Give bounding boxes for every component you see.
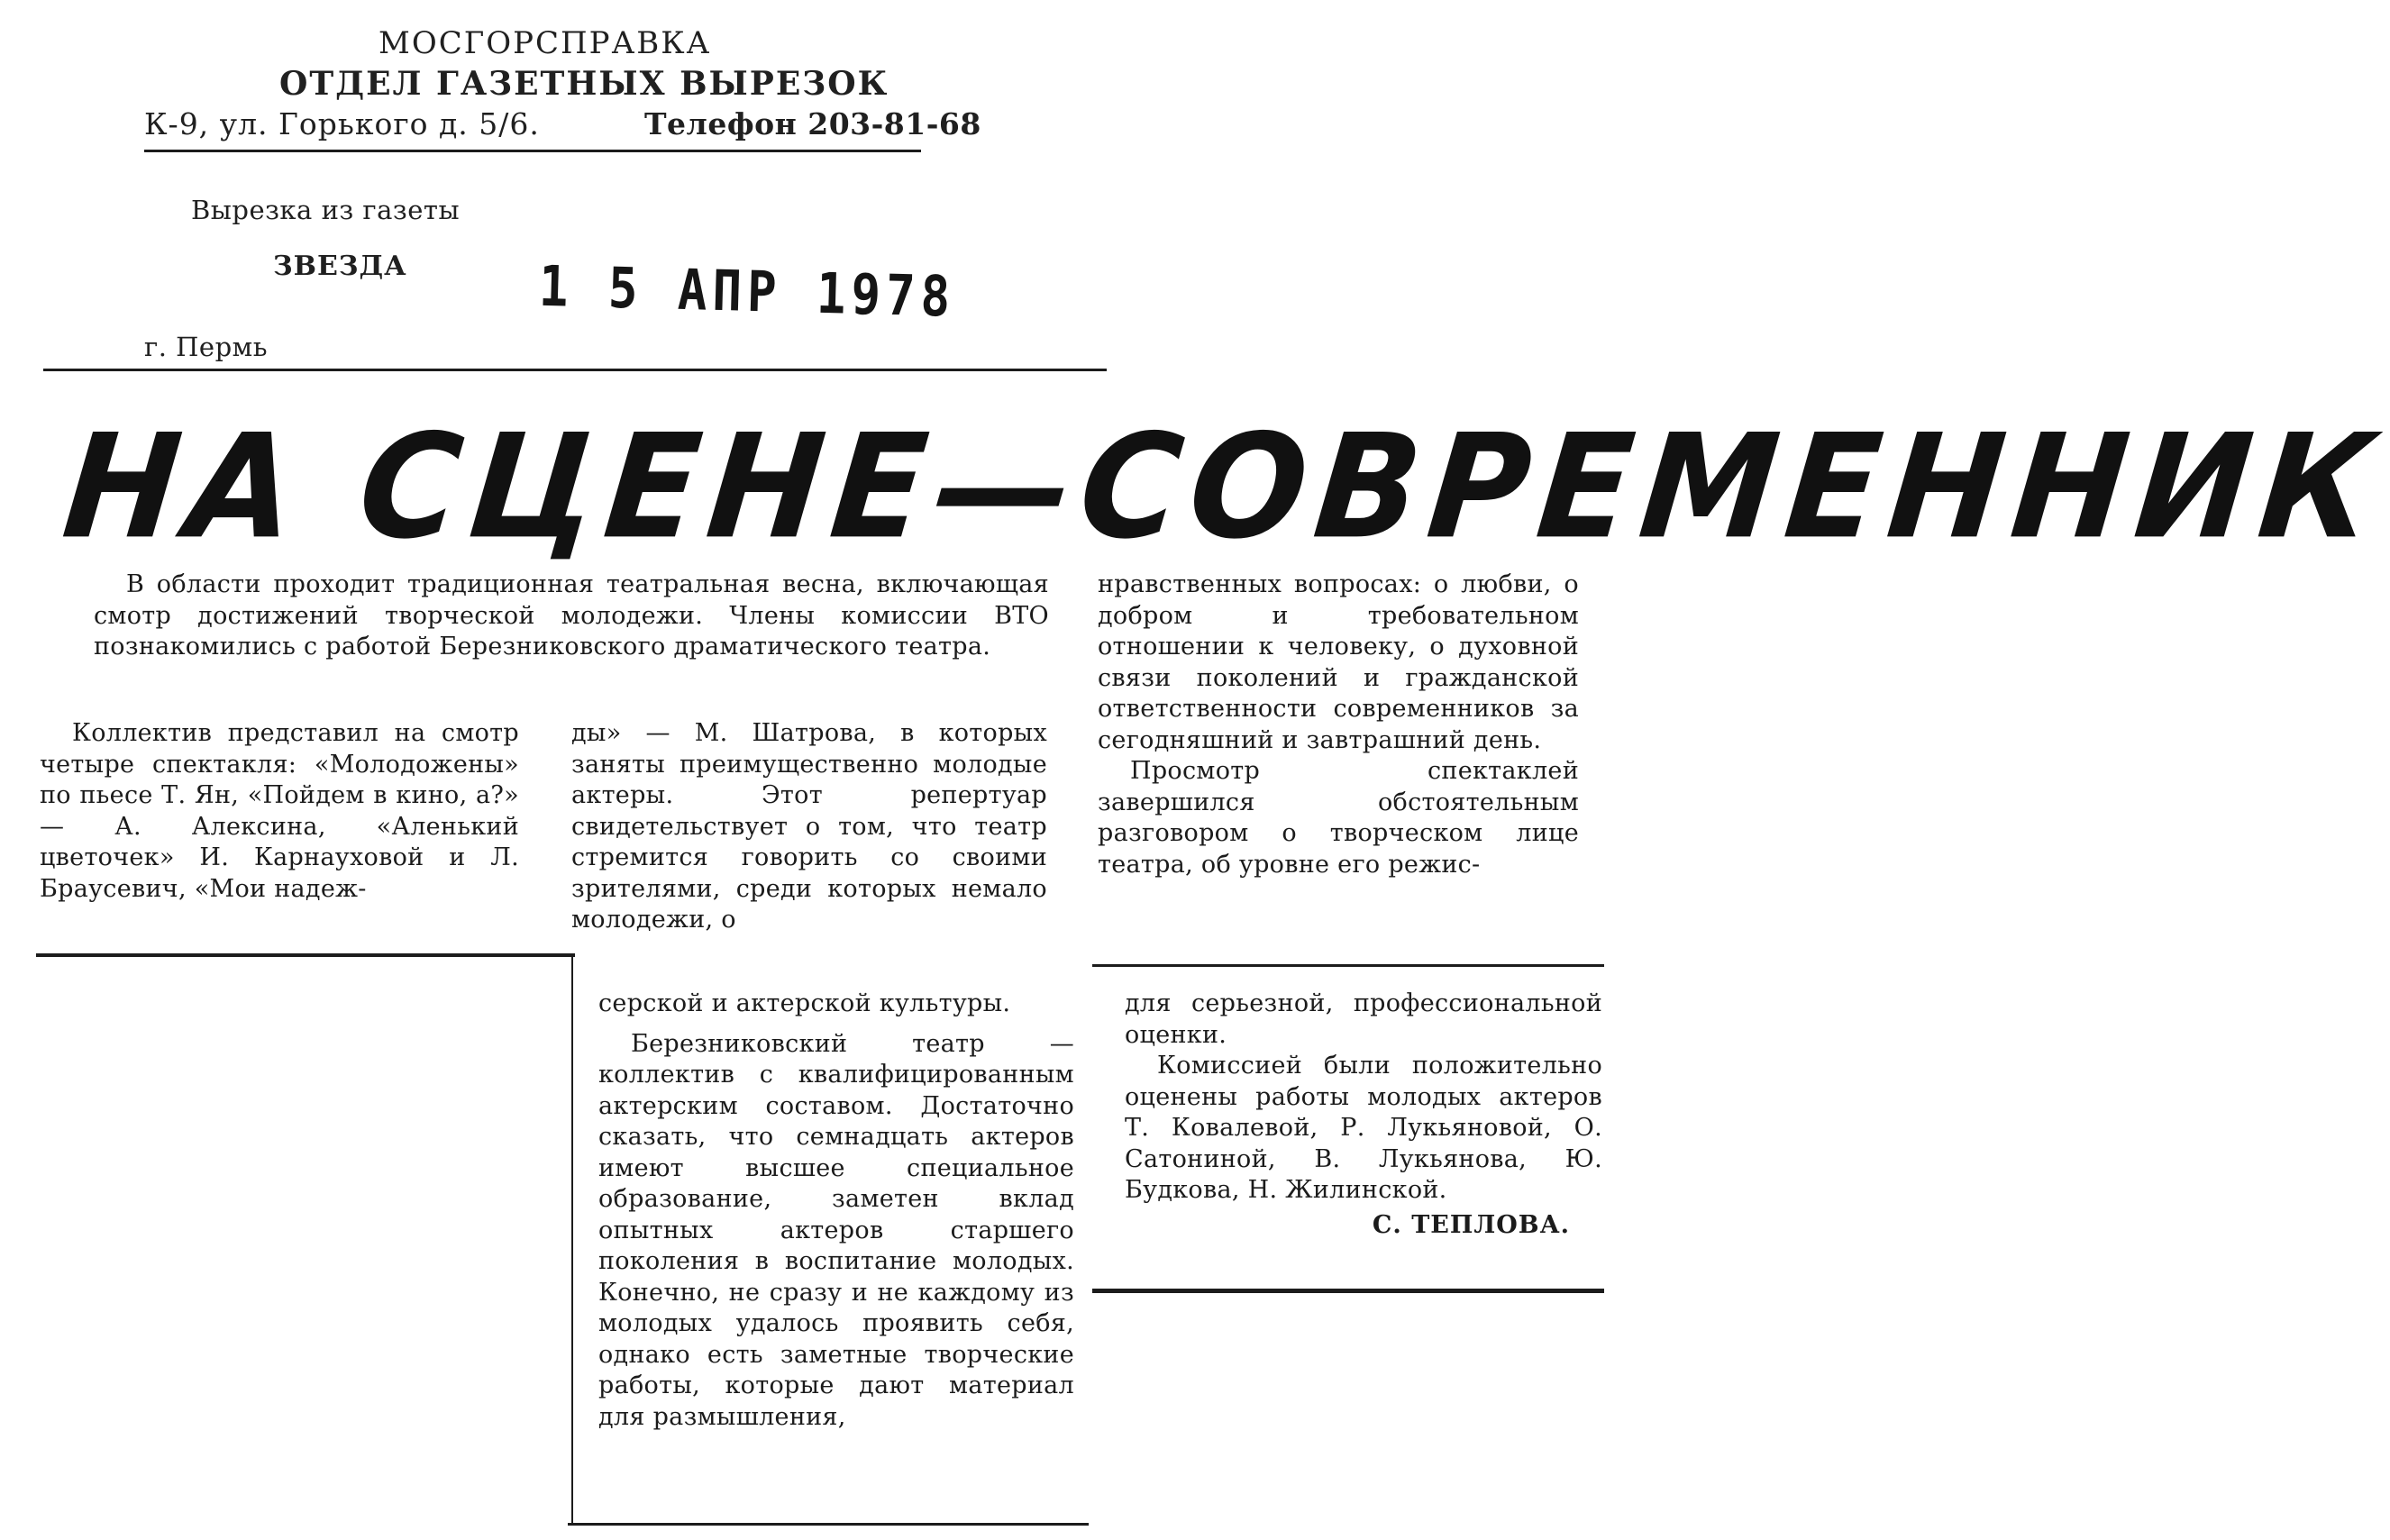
column-4-paragraph-2: Березниковский театр — коллектив с квалифицированным актерским составом. Достаточно сказать, что семнадцать актеров имеют высшее специальное образование, заметен вклад опытных актеров старшего поколения в воспитание молодых. Конечно, не сразу и не каждому из молодых удалось проявить себя, однако есть заметные творческие работы, которые дают материал для размышления, xyxy=(598,1029,1074,1431)
column-2-paragraph: ды» — М. Шатрова, в которых заняты преимущественно молодые актеры. Этот репертуар свидетельствует о том, что театр стремится говорить со своими зрителями, среди которых немало молодежи, о xyxy=(571,719,1047,934)
column-4-paragraph-1: серской и актерской культуры. xyxy=(598,989,1011,1017)
date-stamp: 1 5 АПР 1978 xyxy=(538,253,957,330)
city-name: г. Пермь xyxy=(144,332,268,362)
column-3-paragraph-1: нравственных вопросах: о любви, о добром и требовательном отношении к человеку, о духовной связи поколений и гражданской ответственности современников за сегодняшний и завтрашний день. xyxy=(1098,570,1579,754)
newspaper-name: ЗВЕЗДА xyxy=(273,251,407,282)
department-name: ОТДЕЛ ГАЗЕТНЫХ ВЫРЕЗОК xyxy=(279,65,889,103)
article-column-2 xyxy=(571,718,1047,936)
source-label: Вырезка из газеты xyxy=(191,195,461,225)
column-3-paragraph-2: Просмотр спектаклей завершился обстоятельным разговором о творческом лице театра, об уровне его режис- xyxy=(1098,757,1579,879)
article-column-3 xyxy=(1098,570,1579,880)
address-line: К-9, ул. Горького д. 5/6. xyxy=(144,106,540,141)
article-column-5 xyxy=(1125,989,1602,1241)
header-rule xyxy=(144,150,921,152)
column-4-divider xyxy=(571,957,573,1525)
article-headline: НА СЦЕНЕ—СОВРЕМЕННИК xyxy=(56,403,2390,571)
meta-rule xyxy=(43,369,1107,371)
lower-rule-right xyxy=(1092,964,1604,967)
bottom-rule xyxy=(568,1523,1089,1526)
lead-paragraph: В области проходит традиционная театральная весна, включающая смотр достижений творческой молодежи. Члены комиссии ВТО познакомились с работой Березниковского драматического театра. xyxy=(94,570,1049,661)
column-5-paragraph-2: Комиссией были положительно оценены работы молодых актеров Т. Ковалевой, Р. Лукьяновой, О. Сатониной, В. Лукьянова, Ю. Будкова, Н. Жилинской. xyxy=(1125,1052,1602,1204)
article-author: С. ТЕПЛОВА. xyxy=(1372,1210,1570,1239)
lower-rule-left xyxy=(36,953,575,957)
article-column-1 xyxy=(40,718,519,905)
column-5-paragraph-1: для серьезной, профессиональной оценки. xyxy=(1125,989,1602,1049)
column-1-paragraph: Коллектив представил на смотр четыре спектакля: «Молодожены» по пьесе Т. Ян, «Пойдем в кино, а?» — А. Алексина, «Аленький цветочек» И. Карнауховой и Л. Браусевич, «Мои надеж- xyxy=(40,719,519,903)
phone-line: Телефон 203-81-68 xyxy=(644,106,981,141)
author-rule xyxy=(1092,1289,1604,1293)
article-lead xyxy=(94,570,1049,663)
article-column-4 xyxy=(598,989,1074,1433)
agency-name: МОСГОРСПРАВКА xyxy=(379,25,712,61)
